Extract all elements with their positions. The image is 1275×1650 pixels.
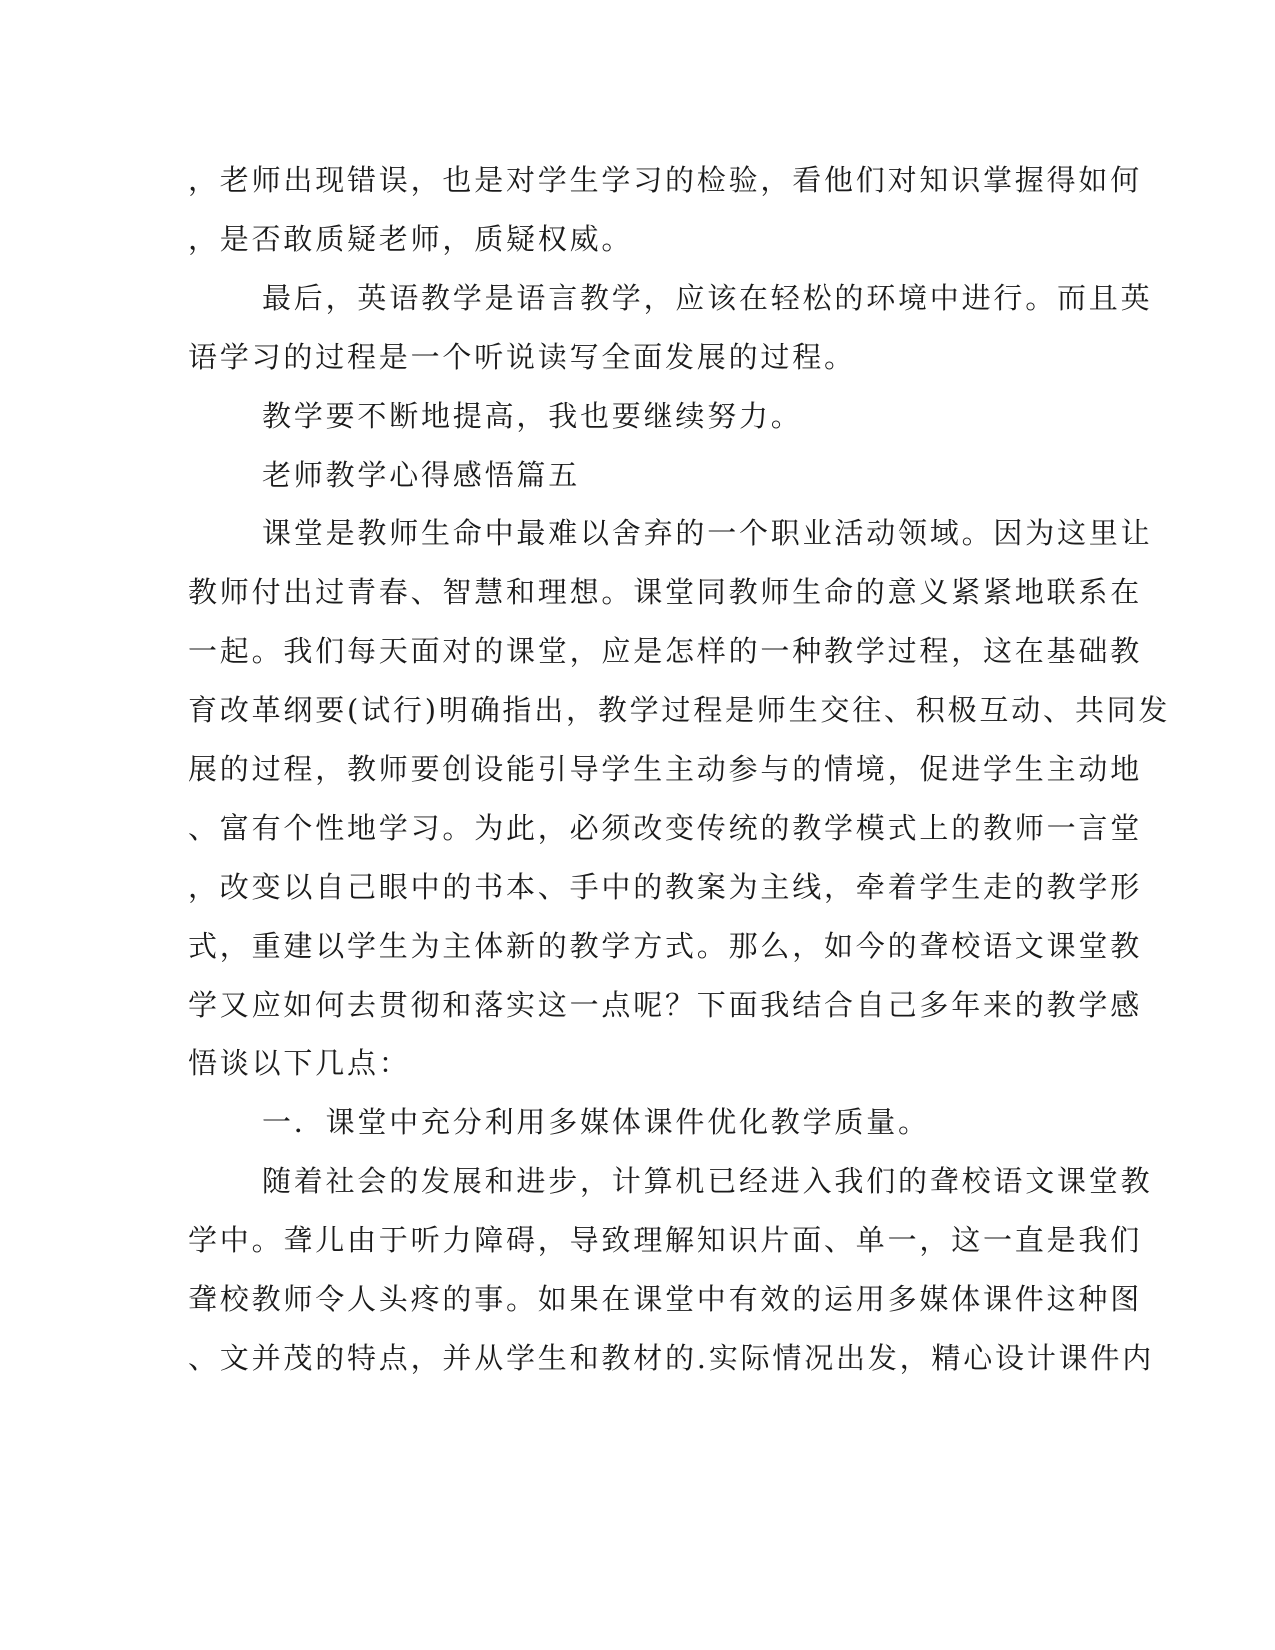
paragraph-start-line: 教学要不断地提高，我也要继续努力。 <box>262 399 803 433</box>
text-line: 、文并茂的特点，并从学生和教材的.实际情况出发，精心设计课件内 <box>188 1341 1155 1375</box>
section-heading: 老师教学心得感悟篇五 <box>262 458 581 492</box>
paragraph-start-line: 最后，英语教学是语言教学，应该在轻松的环境中进行。而且英 <box>262 281 1153 315</box>
text-line: 式，重建以学生为主体新的教学方式。那么，如今的聋校语文课堂教 <box>188 929 1143 963</box>
text-line: 一起。我们每天面对的课堂，应是怎样的一种教学过程，这在基础教 <box>188 634 1143 668</box>
text-line: 语学习的过程是一个听说读写全面发展的过程。 <box>188 340 856 374</box>
text-line: 学中。聋儿由于听力障碍，导致理解知识片面、单一，这一直是我们 <box>188 1223 1143 1257</box>
text-line: 育改革纲要(试行)明确指出，教学过程是师生交往、积极互动、共同发 <box>188 693 1171 727</box>
text-line: 学又应如何去贯彻和落实这一点呢？下面我结合自己多年来的教学感 <box>188 988 1143 1022</box>
paragraph-start-line: 课堂是教师生命中最难以舍弃的一个职业活动领域。因为这里让 <box>262 516 1153 550</box>
text-line: 教师付出过青春、智慧和理想。课堂同教师生命的意义紧紧地联系在 <box>188 575 1143 609</box>
text-line: ，是否敢质疑老师，质疑权威。 <box>188 222 634 256</box>
text-line: ，老师出现错误，也是对学生学习的检验，看他们对知识掌握得如何 <box>188 163 1143 197</box>
text-line: ，改变以自己眼中的书本、手中的教案为主线，牵着学生走的教学形 <box>188 870 1143 904</box>
text-line: 悟谈以下几点： <box>188 1046 411 1080</box>
paragraph-start-line: 随着社会的发展和进步，计算机已经进入我们的聋校语文课堂教 <box>262 1164 1153 1198</box>
text-line: 聋校教师令人头疼的事。如果在课堂中有效的运用多媒体课件这种图 <box>188 1282 1143 1316</box>
list-heading: 一．课堂中充分利用多媒体课件优化教学质量。 <box>262 1105 930 1139</box>
text-line: 、富有个性地学习。为此，必须改变传统的教学模式上的教师一言堂 <box>188 811 1143 845</box>
text-line: 展的过程，教师要创设能引导学生主动参与的情境，促进学生主动地 <box>188 752 1143 786</box>
